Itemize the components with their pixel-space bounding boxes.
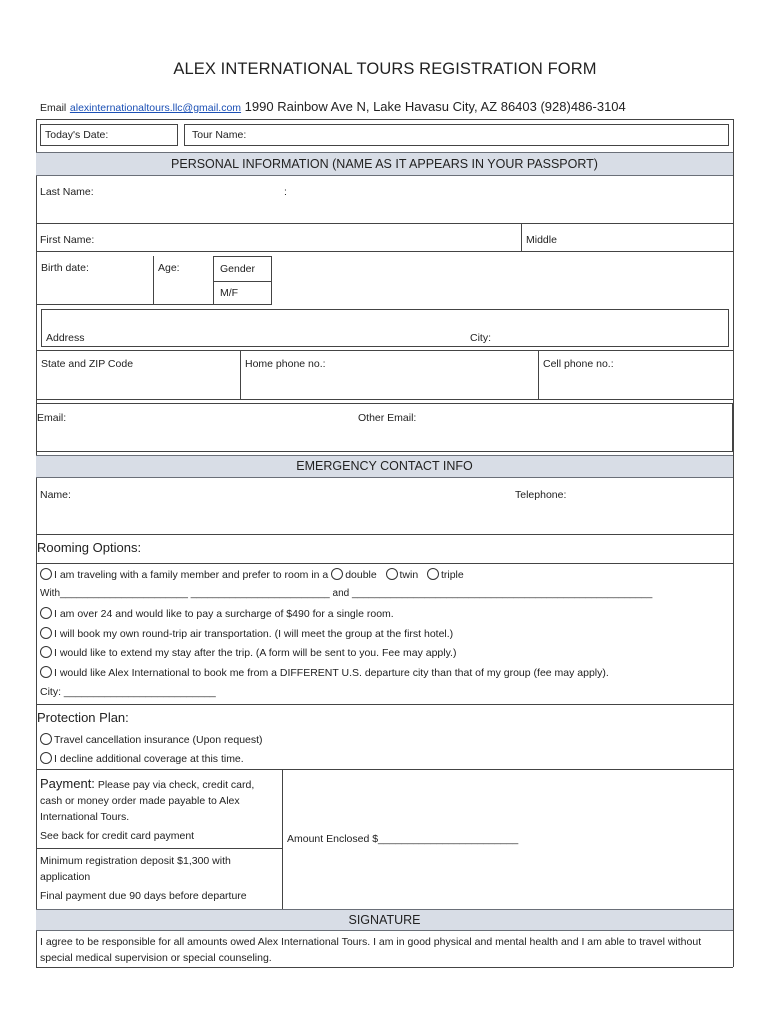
divider: [36, 848, 282, 849]
signature-agreement: I agree to be responsible for all amounts owed Alex International Tours. I am in good physical and mental health and I am able to travel without special medical supervision or special counseling.: [40, 936, 702, 964]
insurance-option[interactable]: [40, 733, 263, 746]
radio-decline[interactable]: [40, 752, 52, 764]
different-city-option[interactable]: [40, 666, 609, 679]
divider: [36, 350, 733, 351]
form-title: ALEX INTERNATIONAL TOURS REGISTRATION FORM: [173, 60, 597, 78]
divider: [36, 769, 733, 770]
form-right-border: [733, 119, 734, 967]
email-field[interactable]: [36, 403, 733, 452]
insurance-label: Travel cancellation insurance (Upon request): [54, 734, 263, 746]
office-address: 1990 Rainbow Ave N, Lake Havasu City, AZ 86403 (928)486-3104: [244, 99, 626, 114]
radio-insurance[interactable]: [40, 733, 52, 745]
address-label: Address: [46, 332, 85, 344]
different-city-label: I would like Alex International to book me from a DIFFERENT U.S. departure city than that of my group (fee may apply).: [54, 667, 609, 679]
extend-stay-option[interactable]: [40, 646, 456, 659]
decline-option[interactable]: [40, 752, 244, 765]
age-label: Age:: [158, 262, 180, 274]
radio-double[interactable]: [331, 568, 343, 580]
email-link[interactable]: alexinternationaltours.llc@gmail.com: [69, 102, 242, 114]
divider: [538, 350, 539, 399]
emergency-name-label: Name:: [40, 489, 71, 501]
state-zip-label: State and ZIP Code: [41, 358, 134, 370]
form-top-border: [36, 119, 733, 120]
single-room-label: I am over 24 and would like to pay a surcharge of $490 for a single room.: [54, 608, 394, 620]
radio-extend[interactable]: [40, 646, 52, 658]
tour-name-label: Tour Name:: [192, 129, 247, 141]
payment-text: Please pay via check, credit card, cash or money order made payable to Alex International Tours.: [40, 779, 255, 823]
divider: [36, 563, 733, 564]
contact-line: [40, 99, 626, 114]
last-name-label: Last Name:: [40, 186, 94, 198]
divider: [153, 256, 154, 304]
payment-heading: Payment:: [40, 776, 95, 791]
emergency-telephone-label: Telephone:: [515, 489, 567, 501]
gender-label: Gender: [220, 263, 256, 275]
last-name-colon: :: [284, 186, 287, 198]
payment-instructions: [40, 776, 278, 825]
radio-different-city[interactable]: [40, 666, 52, 678]
departure-city-line[interactable]: City: __________________________: [40, 686, 216, 698]
city-label: City:: [470, 332, 491, 344]
other-email-label: Other Email:: [358, 412, 417, 424]
twin-label: twin: [399, 569, 419, 581]
cell-phone-label: Cell phone no.:: [543, 358, 614, 370]
divider: [240, 350, 241, 399]
home-phone-label: Home phone no.:: [245, 358, 326, 370]
divider: [214, 281, 271, 282]
tour-name-field[interactable]: [184, 124, 729, 146]
divider: [36, 223, 733, 224]
email-label: Email: [40, 102, 67, 114]
divider: [36, 534, 733, 535]
personal-info-header: PERSONAL INFORMATION (NAME AS IT APPEARS IN YOUR PASSPORT): [36, 152, 733, 176]
radio-triple[interactable]: [427, 568, 439, 580]
emergency-header: EMERGENCY CONTACT INFO: [36, 455, 733, 478]
own-air-option[interactable]: [40, 627, 453, 640]
credit-card-note: See back for credit card payment: [40, 830, 195, 842]
protection-heading: Protection Plan:: [37, 710, 129, 725]
gender-field[interactable]: [213, 256, 272, 305]
radio-single[interactable]: [40, 607, 52, 619]
last-name-input[interactable]: [36, 178, 733, 222]
decline-label: I decline additional coverage at this time.: [54, 753, 244, 765]
divider: [36, 399, 733, 400]
radio-own-air[interactable]: [40, 627, 52, 639]
double-label: double: [345, 569, 377, 581]
amount-enclosed-field[interactable]: Amount Enclosed $________________________: [287, 833, 519, 845]
email-field-label: Email:: [37, 412, 67, 424]
signature-header: SIGNATURE: [36, 909, 733, 931]
single-room-option[interactable]: [40, 607, 394, 620]
address-field[interactable]: [41, 309, 729, 347]
first-name-label: First Name:: [40, 234, 95, 246]
todays-date-field[interactable]: [40, 124, 178, 146]
rooming-heading: Rooming Options:: [37, 540, 142, 555]
divider: [36, 304, 214, 305]
final-payment-note: Final payment due 90 days before departure: [40, 890, 247, 902]
divider: [36, 251, 733, 252]
gender-value: M/F: [220, 287, 239, 299]
divider: [521, 223, 522, 251]
roommates-line[interactable]: With_______________________ _________________________ and ______________________________________________________: [40, 588, 653, 599]
form-bottom-border: [36, 967, 733, 968]
rooming-family-label: I am traveling with a family member and prefer to room in a: [54, 569, 329, 581]
divider: [36, 704, 733, 705]
own-air-label: I will book my own round-trip air transportation. (I will meet the group at the first hotel.): [54, 628, 454, 640]
radio-twin[interactable]: [386, 568, 398, 580]
extend-stay-label: I would like to extend my stay after the trip. (A form will be sent to you. Fee may apply.): [54, 647, 457, 659]
middle-name-label: Middle: [526, 234, 557, 246]
deposit-note: Minimum registration deposit $1,300 with application: [40, 855, 231, 883]
divider: [282, 769, 283, 909]
radio-family[interactable]: [40, 568, 52, 580]
todays-date-label: Today's Date:: [45, 129, 109, 141]
rooming-family-option[interactable]: [40, 568, 464, 581]
triple-label: triple: [440, 569, 464, 581]
birth-date-label: Birth date:: [41, 262, 89, 274]
